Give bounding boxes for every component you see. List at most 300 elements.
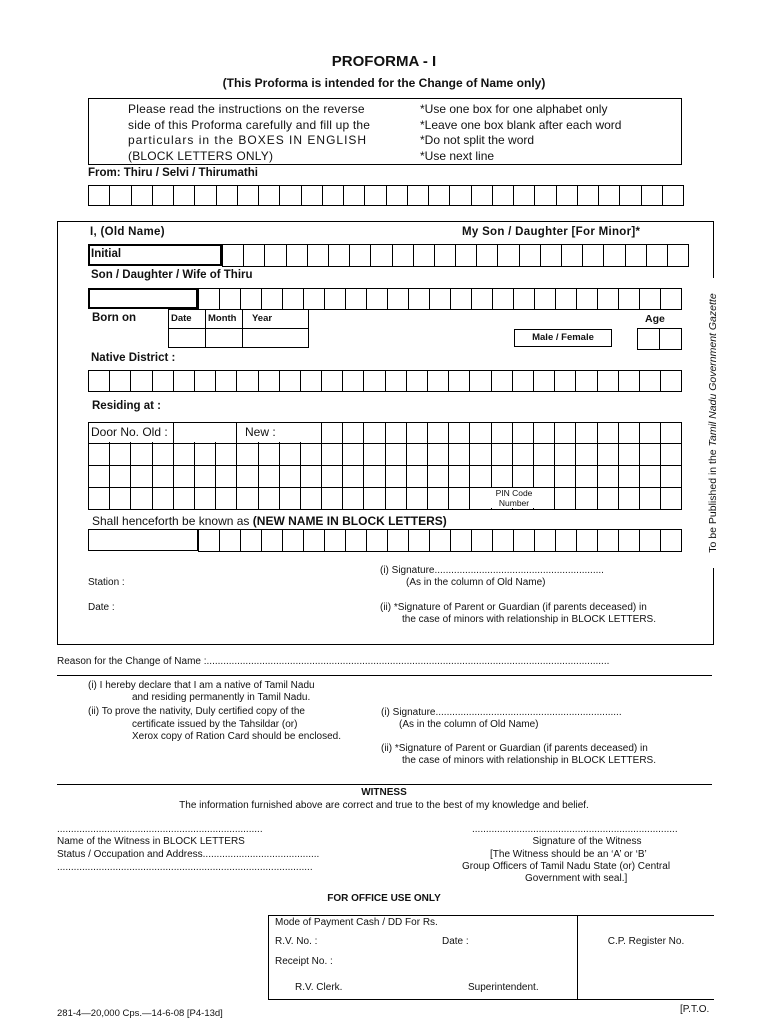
letter-box[interactable] [642, 186, 663, 206]
letter-box[interactable] [131, 466, 152, 488]
letter-box[interactable] [576, 488, 597, 510]
month-label: Month [208, 313, 237, 324]
letter-box[interactable] [604, 245, 625, 267]
letter-box[interactable] [626, 245, 647, 267]
letter-box[interactable] [514, 530, 535, 552]
letter-box[interactable] [343, 371, 364, 392]
letter-box[interactable] [428, 488, 449, 510]
instructions-right [420, 102, 621, 164]
letter-box[interactable] [493, 530, 514, 552]
letter-box[interactable] [640, 488, 661, 510]
print-code: 281-4—20,000 Cps.—14-6-08 [P4-13d] [57, 1008, 223, 1019]
letter-box[interactable] [89, 186, 110, 206]
letter-box[interactable] [598, 488, 619, 510]
new-name-initial-box[interactable] [88, 529, 198, 551]
address-row-4[interactable] [88, 487, 682, 510]
letter-box[interactable] [386, 444, 407, 466]
letter-box[interactable] [237, 444, 258, 466]
witness-name-label: Name of the Witness in BLOCK LETTERS [57, 836, 245, 847]
letter-box[interactable] [576, 423, 597, 444]
letter-box[interactable] [153, 466, 174, 488]
age-label: Age [645, 313, 665, 325]
letter-box[interactable] [620, 186, 641, 206]
new-name-bold: (NEW NAME IN BLOCK LETTERS) [252, 514, 447, 528]
letter-box[interactable] [199, 530, 220, 552]
superintendent-label: Superintendent. [468, 982, 539, 993]
letter-box[interactable] [195, 444, 216, 466]
parent-label: Son / Daughter / Wife of Thiru [91, 269, 253, 281]
letter-box[interactable] [344, 186, 365, 206]
native-district-boxes[interactable] [88, 370, 682, 392]
letter-box[interactable] [520, 245, 541, 267]
letter-box[interactable] [195, 371, 216, 392]
letter-box[interactable] [449, 444, 470, 466]
letter-box[interactable] [472, 186, 493, 206]
letter-box[interactable] [409, 530, 430, 552]
letter-box[interactable] [647, 245, 668, 267]
letter-box[interactable] [195, 186, 216, 206]
letter-box[interactable] [619, 289, 640, 310]
letter-box[interactable] [329, 245, 350, 267]
letter-box[interactable] [110, 186, 131, 206]
letter-box[interactable] [409, 289, 430, 310]
letter-box[interactable] [216, 444, 237, 466]
letter-box[interactable] [343, 444, 364, 466]
letter-box[interactable] [323, 186, 344, 206]
letter-box[interactable] [598, 466, 619, 488]
letter-box[interactable] [367, 530, 388, 552]
letter-box[interactable] [301, 444, 322, 466]
letter-box[interactable] [364, 466, 385, 488]
declaration-ii-1: (ii) To prove the nativity, Duly certified copy of the [88, 706, 305, 717]
declaration-signature-note: (As in the column of Old Name) [399, 719, 539, 730]
letter-box[interactable] [661, 371, 682, 392]
pin-label-line: Number [498, 498, 530, 508]
letter-box[interactable] [583, 245, 604, 267]
letter-box[interactable] [322, 466, 343, 488]
pin-label-line: PIN Code [495, 488, 533, 498]
letter-box[interactable] [220, 289, 241, 310]
declaration-ii-3: Xerox copy of Ration Card should be enclosed. [132, 731, 342, 742]
declaration-signature-1[interactable]: (i) Signature................................................................... [381, 707, 622, 718]
letter-box[interactable] [477, 245, 498, 267]
witness-status-label[interactable]: Status / Occupation and Address.......................................... [57, 849, 320, 860]
letter-box[interactable] [174, 466, 195, 488]
letter-box[interactable] [89, 444, 110, 466]
letter-box[interactable] [598, 444, 619, 466]
letter-box[interactable] [386, 466, 407, 488]
letter-box[interactable] [346, 289, 367, 310]
letter-box[interactable] [449, 466, 470, 488]
letter-box[interactable] [174, 444, 195, 466]
letter-box[interactable] [407, 466, 428, 488]
letter-box[interactable] [493, 186, 514, 206]
receipt-no-label[interactable]: Receipt No. : [275, 956, 333, 967]
letter-box[interactable] [237, 466, 258, 488]
letter-box[interactable] [640, 444, 661, 466]
letter-box[interactable] [367, 289, 388, 310]
letter-box[interactable] [430, 530, 451, 552]
witness-statement: The information furnished above are correct and true to the best of my knowledge and belief. [179, 800, 589, 811]
letter-box[interactable] [661, 466, 682, 488]
declaration-i-1: (i) I hereby declare that I am a native of Tamil Nadu [88, 680, 315, 691]
letter-box[interactable] [322, 488, 343, 510]
letter-box[interactable] [350, 245, 371, 267]
guardian-signature-1[interactable]: (ii) *Signature of Parent or Guardian (if parents deceased) in [380, 602, 647, 613]
from-name-boxes[interactable] [88, 185, 684, 206]
letter-box[interactable] [89, 488, 110, 510]
letter-box[interactable] [153, 186, 174, 206]
office-divider [577, 915, 578, 1000]
date-field-label[interactable]: Date : [88, 602, 115, 613]
letter-box[interactable] [619, 466, 640, 488]
letter-box[interactable] [280, 466, 301, 488]
letter-box[interactable] [280, 444, 301, 466]
letter-box[interactable] [577, 530, 598, 552]
section-divider [57, 675, 712, 676]
letter-box[interactable] [393, 245, 414, 267]
side-note [703, 282, 723, 572]
letter-box[interactable] [492, 466, 513, 488]
declaration-i-2: and residing permanently in Tamil Nadu. [132, 692, 311, 703]
door-divider [173, 422, 174, 443]
letter-box[interactable] [514, 186, 535, 206]
letter-box[interactable] [598, 423, 619, 444]
letter-box[interactable] [217, 186, 238, 206]
date-label: Date [171, 313, 192, 324]
letter-box[interactable] [110, 488, 131, 510]
letter-box[interactable] [428, 466, 449, 488]
letter-box[interactable] [555, 371, 576, 392]
letter-box[interactable] [322, 423, 343, 444]
letter-box[interactable] [153, 444, 174, 466]
letter-box[interactable] [450, 186, 471, 206]
letter-box[interactable] [220, 530, 241, 552]
letter-box[interactable] [638, 329, 660, 350]
letter-box[interactable] [174, 371, 195, 392]
letter-box[interactable] [555, 466, 576, 488]
letter-box[interactable] [241, 530, 262, 552]
reason-label[interactable]: Reason for the Change of Name :................................................................................................................................................. [57, 656, 610, 667]
letter-box[interactable] [407, 371, 428, 392]
letter-box[interactable] [619, 371, 640, 392]
parent-initial-box[interactable] [88, 288, 198, 309]
letter-box[interactable] [237, 371, 258, 392]
letter-box[interactable] [346, 530, 367, 552]
declaration-ii-2: certificate issued by the Tahsildar (or) [132, 719, 298, 730]
cp-register-label[interactable]: C.P. Register No. [607, 936, 685, 947]
letter-box[interactable] [131, 488, 152, 510]
letter-box[interactable] [259, 371, 280, 392]
letter-box[interactable] [562, 245, 583, 267]
declaration-guardian-note: the case of minors with relationship in BLOCK LETTERS. [402, 755, 656, 766]
declaration-guardian-signature[interactable]: (ii) *Signature of Parent or Guardian (if parents deceased) in [381, 743, 648, 754]
letter-box[interactable] [470, 371, 491, 392]
native-district-label: Native District : [91, 352, 176, 364]
new-name-label [92, 514, 447, 528]
letter-box[interactable] [472, 530, 493, 552]
letter-box[interactable] [534, 371, 555, 392]
born-on-label: Born on [92, 312, 137, 324]
letter-box[interactable] [364, 444, 385, 466]
letter-box[interactable] [364, 423, 385, 444]
letter-box[interactable] [599, 186, 620, 206]
letter-box[interactable] [308, 245, 329, 267]
letter-box[interactable] [259, 488, 280, 510]
letter-box[interactable] [280, 371, 301, 392]
letter-box[interactable] [238, 186, 259, 206]
letter-box[interactable] [557, 186, 578, 206]
letter-box[interactable] [513, 423, 534, 444]
letter-box[interactable] [259, 186, 280, 206]
letter-box[interactable] [619, 530, 640, 552]
letter-box[interactable] [237, 488, 258, 510]
witness-note-2: Group Officers of Tamil Nadu State (or) Central [462, 861, 671, 872]
letter-box[interactable] [661, 488, 682, 510]
gender-label: Male / Female [532, 332, 594, 343]
letter-box[interactable] [541, 245, 562, 267]
witness-note-1: [The Witness should be an ‘A’ or ‘B’ [490, 849, 647, 860]
station-label[interactable]: Station : [88, 577, 125, 588]
pin-code-label [479, 488, 549, 508]
letter-box[interactable] [668, 245, 689, 267]
letter-box[interactable] [325, 289, 346, 310]
letter-box[interactable] [430, 289, 451, 310]
side-note-italic: Tamil Nadu Government Gazette [707, 293, 719, 447]
letter-box[interactable] [287, 245, 308, 267]
letter-box[interactable] [449, 488, 470, 510]
letter-box[interactable] [216, 488, 237, 510]
letter-box[interactable] [110, 371, 131, 392]
letter-box[interactable] [322, 444, 343, 466]
witness-note-3: Government with seal.] [525, 873, 628, 884]
letter-box[interactable] [470, 444, 491, 466]
letter-box[interactable] [153, 488, 174, 510]
letter-box[interactable] [576, 466, 597, 488]
letter-box[interactable] [280, 186, 301, 206]
letter-box[interactable] [262, 530, 283, 552]
door-new-label: New : [245, 425, 276, 439]
letter-box[interactable] [534, 423, 555, 444]
letter-box[interactable] [640, 289, 661, 310]
letter-box[interactable] [640, 423, 661, 444]
letter-box[interactable] [259, 444, 280, 466]
letter-box[interactable] [576, 444, 597, 466]
letter-box[interactable] [619, 423, 640, 444]
letter-box[interactable] [661, 444, 682, 466]
section-divider [57, 784, 712, 785]
letter-box[interactable] [535, 289, 556, 310]
letter-box[interactable] [174, 488, 195, 510]
letter-box[interactable] [388, 530, 409, 552]
letter-box[interactable] [386, 488, 407, 510]
letter-box[interactable] [498, 245, 519, 267]
letter-box[interactable] [555, 423, 576, 444]
letter-box[interactable] [407, 423, 428, 444]
letter-box[interactable] [343, 423, 364, 444]
letter-box[interactable] [513, 444, 534, 466]
rv-no-label[interactable]: R.V. No. : [275, 936, 318, 947]
letter-box[interactable] [216, 371, 237, 392]
letter-box[interactable] [414, 245, 435, 267]
old-name-boxes[interactable] [222, 244, 689, 267]
letter-box[interactable] [301, 466, 322, 488]
letter-box[interactable] [407, 444, 428, 466]
letter-box[interactable] [449, 371, 470, 392]
letter-box[interactable] [534, 466, 555, 488]
letter-box[interactable] [195, 466, 216, 488]
letter-box[interactable] [428, 423, 449, 444]
letter-box[interactable] [556, 530, 577, 552]
letter-box[interactable] [132, 186, 153, 206]
new-name-boxes[interactable] [198, 529, 682, 552]
letter-box[interactable] [470, 466, 491, 488]
letter-box[interactable] [387, 186, 408, 206]
rv-clerk-label: R.V. Clerk. [295, 982, 343, 993]
letter-box[interactable] [663, 186, 684, 206]
letter-box[interactable] [325, 530, 346, 552]
letter-box[interactable] [386, 371, 407, 392]
office-date-label[interactable]: Date : [442, 936, 469, 947]
letter-box[interactable] [640, 371, 661, 392]
witness-signature-label: Signature of the Witness [532, 836, 642, 847]
page-title: PROFORMA - I [331, 53, 437, 70]
letter-box[interactable] [241, 289, 262, 310]
letter-box[interactable] [514, 289, 535, 310]
letter-box[interactable] [661, 530, 682, 552]
residing-label: Residing at : [92, 400, 162, 412]
letter-box[interactable] [388, 289, 409, 310]
side-note-prefix: To be Published in the [707, 449, 719, 553]
letter-box[interactable] [174, 186, 195, 206]
letter-box[interactable] [343, 466, 364, 488]
letter-box[interactable] [216, 466, 237, 488]
letter-box[interactable] [640, 530, 661, 552]
letter-box[interactable] [535, 186, 556, 206]
year-label: Year [252, 313, 273, 324]
letter-box[interactable] [283, 530, 304, 552]
signature-note-1: (As in the column of Old Name) [406, 577, 546, 588]
pto-label: [P.T.O. [680, 1004, 710, 1015]
letter-box[interactable] [195, 488, 216, 510]
letter-box[interactable] [131, 371, 152, 392]
letter-box[interactable] [283, 289, 304, 310]
letter-box[interactable] [302, 186, 323, 206]
letter-box[interactable] [598, 289, 619, 310]
letter-box[interactable] [89, 371, 110, 392]
letter-box[interactable] [578, 186, 599, 206]
letter-box[interactable] [343, 488, 364, 510]
letter-box[interactable] [199, 289, 220, 310]
letter-box[interactable] [244, 245, 265, 267]
letter-box[interactable] [619, 444, 640, 466]
new-name-prefix: Shall henceforth be known as [92, 514, 250, 528]
witness-signature-dots[interactable]: .......................................................................... [472, 824, 678, 835]
letter-box[interactable] [492, 444, 513, 466]
letter-box[interactable] [265, 245, 286, 267]
old-name-label: I, (Old Name) [90, 226, 165, 238]
letter-box[interactable] [110, 444, 131, 466]
letter-box[interactable] [492, 371, 513, 392]
letter-box[interactable] [259, 466, 280, 488]
parent-name-boxes[interactable] [198, 288, 682, 310]
letter-box[interactable] [555, 444, 576, 466]
letter-box[interactable] [131, 444, 152, 466]
letter-box[interactable] [451, 530, 472, 552]
letter-box[interactable] [386, 423, 407, 444]
letter-box[interactable] [535, 530, 556, 552]
letter-box[interactable] [301, 371, 322, 392]
witness-address-dots[interactable]: ............................................................................................ [57, 862, 313, 873]
address-row-2[interactable] [88, 443, 682, 466]
letter-box[interactable] [598, 530, 619, 552]
letter-box[interactable] [408, 186, 429, 206]
letter-box[interactable] [365, 186, 386, 206]
door-old-label: Door No. Old : [91, 425, 168, 439]
address-row-3[interactable] [88, 465, 682, 488]
payment-label[interactable]: Mode of Payment Cash / DD For Rs. [275, 917, 438, 928]
letter-box[interactable] [407, 488, 428, 510]
letter-box[interactable] [89, 466, 110, 488]
letter-box[interactable] [364, 371, 385, 392]
letter-box[interactable] [661, 423, 682, 444]
letter-box[interactable] [513, 371, 534, 392]
letter-box[interactable] [110, 466, 131, 488]
letter-box[interactable] [371, 245, 392, 267]
letter-box[interactable] [153, 371, 174, 392]
letter-box[interactable] [470, 423, 491, 444]
letter-box[interactable] [280, 488, 301, 510]
letter-box[interactable] [428, 371, 449, 392]
letter-box[interactable] [456, 245, 477, 267]
letter-box[interactable] [322, 371, 343, 392]
signature-line-1[interactable]: (i) Signature............................................................. [380, 565, 604, 576]
letter-box[interactable] [364, 488, 385, 510]
letter-box[interactable] [640, 466, 661, 488]
letter-box[interactable] [472, 289, 493, 310]
instruction-line: (BLOCK LETTERS ONLY) [128, 148, 274, 163]
letter-box[interactable] [262, 289, 283, 310]
letter-box[interactable] [304, 530, 325, 552]
letter-box[interactable] [492, 423, 513, 444]
letter-box[interactable] [660, 329, 682, 350]
dob-divider [168, 328, 309, 329]
letter-box[interactable] [223, 245, 244, 267]
letter-box[interactable] [301, 488, 322, 510]
letter-box[interactable] [598, 371, 619, 392]
letter-box[interactable] [513, 466, 534, 488]
letter-box[interactable] [556, 289, 577, 310]
letter-box[interactable] [449, 423, 470, 444]
letter-box[interactable] [493, 289, 514, 310]
witness-title: WITNESS [361, 787, 407, 798]
age-boxes[interactable] [637, 328, 682, 350]
letter-box[interactable] [428, 444, 449, 466]
letter-box[interactable] [661, 289, 682, 310]
witness-name-dots[interactable]: .......................................................................... [57, 824, 263, 835]
office-use-title: FOR OFFICE USE ONLY [327, 893, 441, 904]
letter-box[interactable] [435, 245, 456, 267]
letter-box[interactable] [534, 444, 555, 466]
letter-box[interactable] [619, 488, 640, 510]
instruction-rule: *Use one box for one alphabet only [420, 102, 608, 116]
letter-box[interactable] [576, 371, 597, 392]
letter-box[interactable] [555, 488, 576, 510]
letter-box[interactable] [304, 289, 325, 310]
letter-box[interactable] [577, 289, 598, 310]
letter-box[interactable] [451, 289, 472, 310]
letter-box[interactable] [429, 186, 450, 206]
